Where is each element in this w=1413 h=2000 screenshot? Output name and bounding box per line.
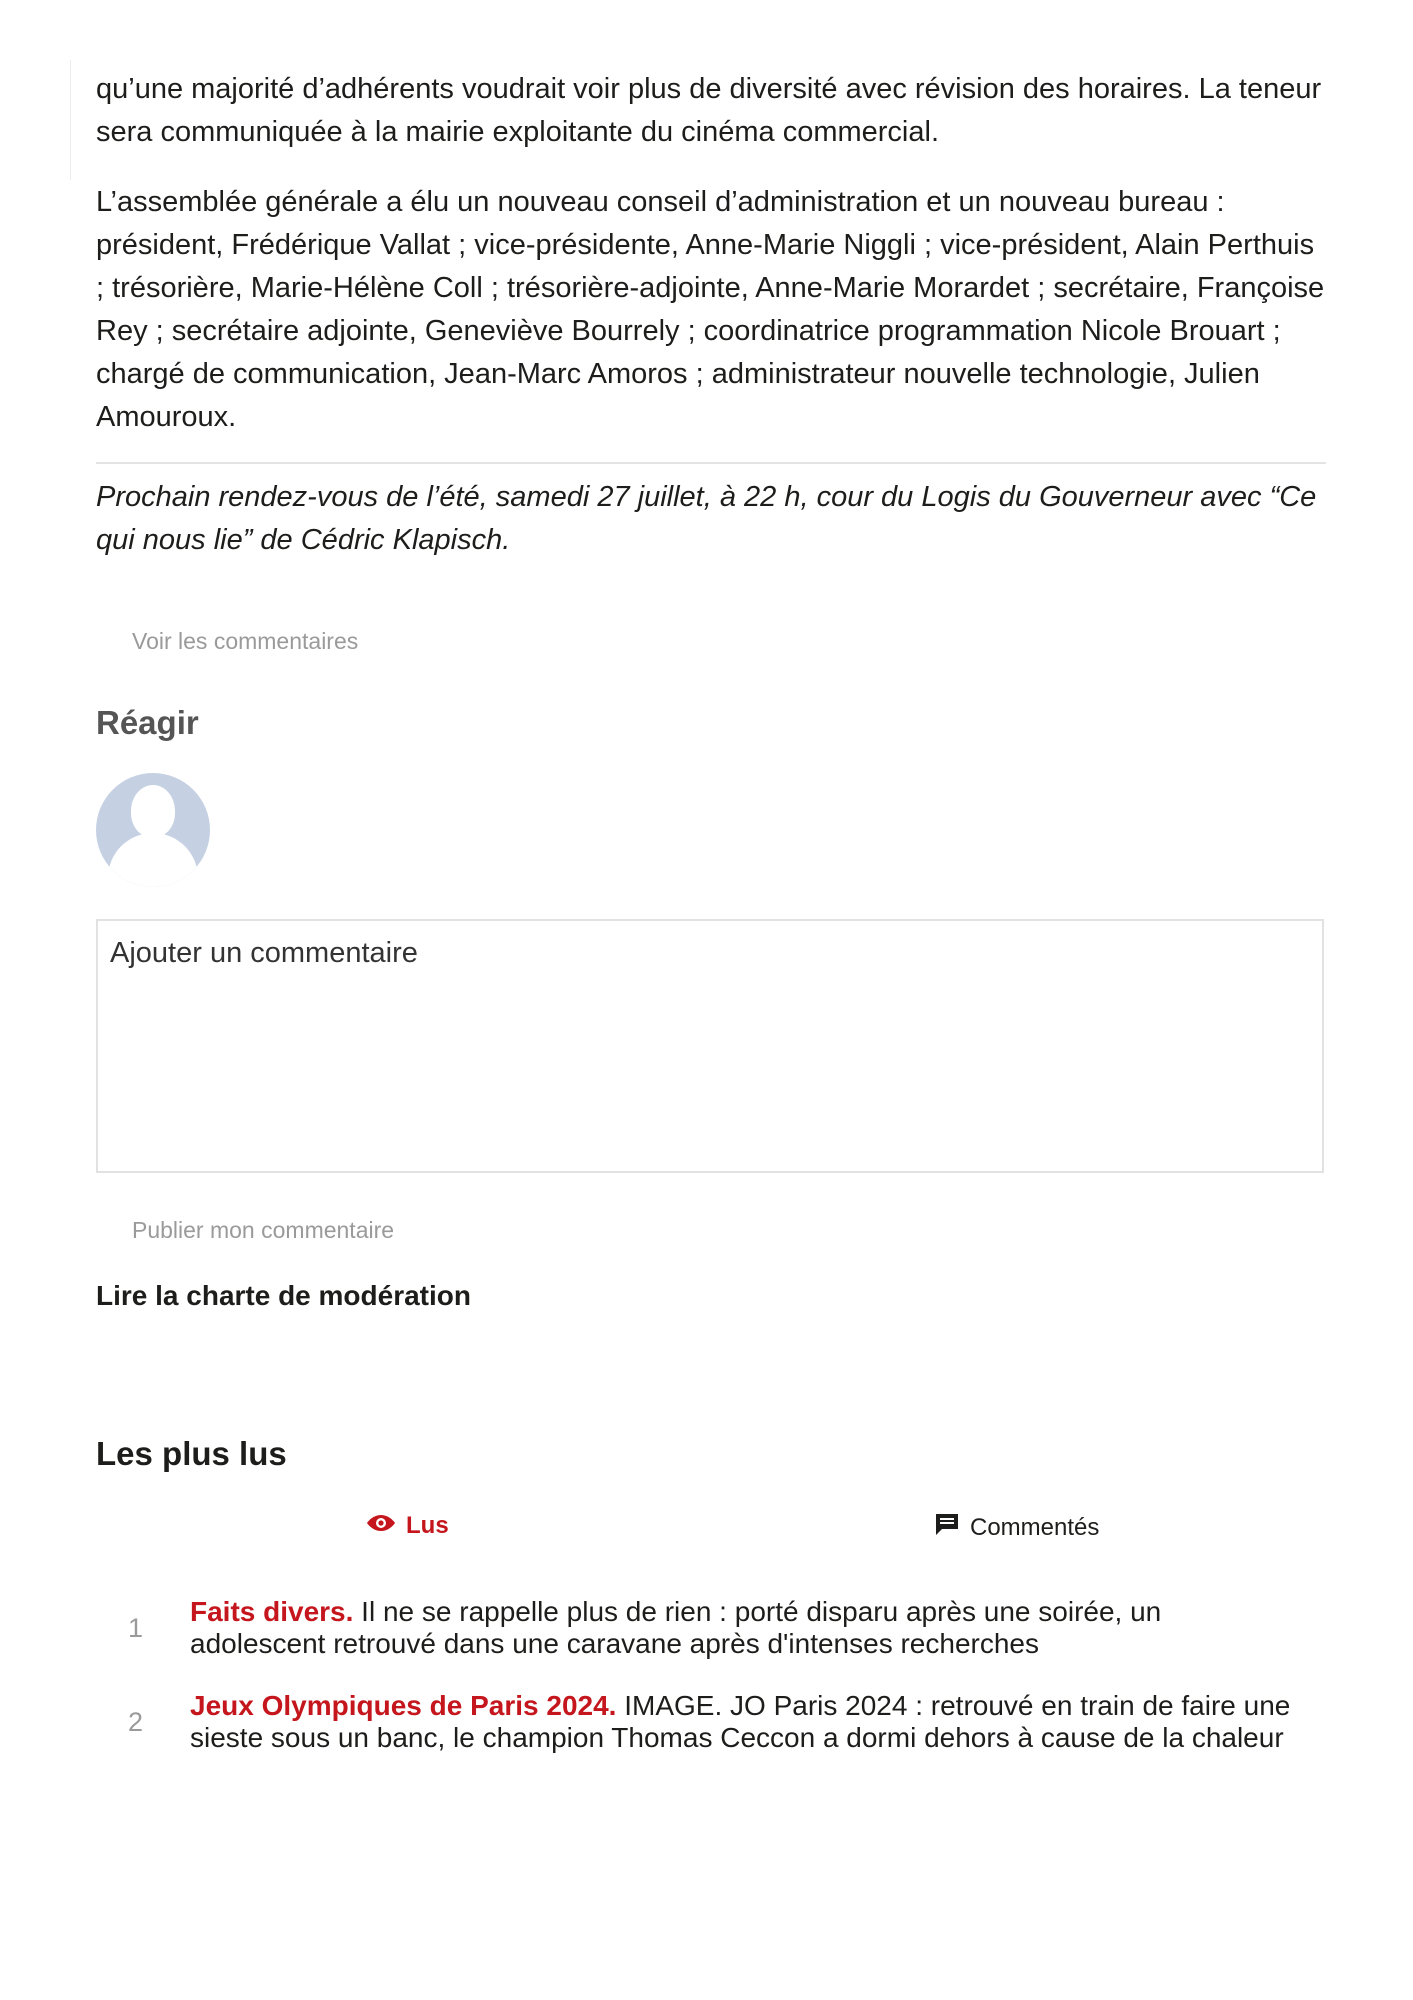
tab-commented-label: Commentés: [970, 1513, 1100, 1541]
tab-commented[interactable]: [934, 1512, 1099, 1543]
article-note: Prochain rendez-vous de l’été, samedi 27 juillet, à 22 h, cour du Logis du Gouverneur avec “Ce qui nous lie” de Cédric Klapisch.: [96, 481, 1317, 556]
article-content: [96, 68, 1326, 1754]
list-item[interactable]: [96, 1596, 1326, 1660]
article-paragraph-2: L’assemblée générale a élu un nouveau conseil d’administration et un nouveau bureau : président, Frédérique Vallat ; vice-présidente, Anne-Marie Niggli ; vice-président, Alain Perthuis ; trésorière, Marie-Hélène Coll ; trésorière-adjointe, Anne-Marie Morardet ; secrétaire, Françoise Rey ; secrétaire adjointe, Geneviève Bourrely ; coordinatrice programmation Nicole Brouart ; chargé de communication, Jean-Marc Amoros ; administrateur nouvelle technologie, Julien Amouroux.: [96, 186, 1325, 433]
list-item-headline: IMAGE. JO Paris 2024 : retrouvé en train de faire une sieste sous un banc, le champion Thomas Ceccon a dormi dehors à cause de la chaleur: [190, 1690, 1291, 1753]
avatar-head-shape: [131, 785, 175, 837]
tab-read[interactable]: [366, 1512, 449, 1540]
list-item[interactable]: [96, 1690, 1326, 1754]
tab-read-label: Lus: [406, 1512, 449, 1539]
eye-icon: [366, 1512, 396, 1540]
see-comments-link[interactable]: Voir les commentaires: [132, 628, 359, 654]
most-read-list: [96, 1596, 1326, 1754]
publish-comment-button[interactable]: Publier mon commentaire: [132, 1217, 395, 1243]
comments-section: [96, 562, 1326, 1314]
avatar: [96, 773, 210, 887]
list-item-kicker: Jeux Olympiques de Paris 2024.: [190, 1690, 617, 1721]
article-separator: [96, 462, 1326, 464]
list-item-rank: 2: [128, 1706, 144, 1737]
most-read-title: Les plus lus: [96, 1435, 287, 1472]
article-paragraph-1: qu’une majorité d’adhérents voudrait voir plus de diversité avec révision des horaires. La teneur sera communiquée à la mairie exploitante du cinéma commercial.: [96, 73, 1322, 148]
list-item-link[interactable]: [190, 1596, 1300, 1660]
avatar-shoulders-shape: [108, 833, 198, 887]
comment-icon: [934, 1512, 960, 1543]
most-read-tabs: [96, 1512, 1326, 1552]
article-left-rule: [70, 60, 71, 180]
list-item-link[interactable]: [190, 1690, 1300, 1754]
moderation-charter-link[interactable]: Lire la charte de modération: [96, 1280, 471, 1311]
comment-box: [96, 919, 1324, 1173]
comment-input[interactable]: [98, 921, 1322, 1171]
list-item-kicker: Faits divers.: [190, 1596, 354, 1627]
list-item-rank: 1: [128, 1612, 144, 1643]
react-title: Réagir: [96, 704, 199, 741]
most-read-section: [96, 1434, 1326, 1754]
list-item-headline: Il ne se rappelle plus de rien : porté disparu après une soirée, un adolescent retrouvé dans une caravane après d'intenses recherches: [190, 1596, 1162, 1659]
